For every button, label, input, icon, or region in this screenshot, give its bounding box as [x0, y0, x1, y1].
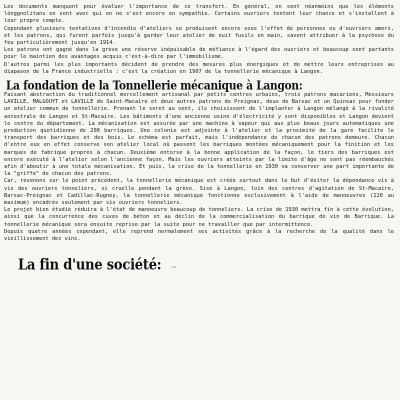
section-heading-fin-societe [18, 257, 394, 274]
fondation-paragraph-2: Car, revenons sur le point précédent, la tonnellerie mécanique est créée surtout dans le but d'éviter la dépendance vis à vis des ouvriers tonneliers, si cruelle pendant la grève. Sise à Langon, loin des centres d'agitation de St-Macaire, Barsac-Preignac et Cadillac-Rugney, la tonnellerie mécanique fonctionne exclusivement à l'aide de manoeuvres (120 au maximum) encadrés seulement par six ouvriers tonneliers. [4, 178, 394, 207]
intro-paragraph-1: Les documents manquent pour évaluer l'importance de ce transfert. En général, on sent néanmoins que les éléments lénggnolitans en sont avec qui on ne s'est encore en sympathie. Certains ouvriers tentent leur chance et s'installent à leur propre compte. [4, 4, 394, 25]
intro-paragraph-3: Les patrons ont gagné dans la grève une réserve inépuisable de méfiance à l'égard des ouvriers et beaucoup sont partants pour le maintien des avantages acquis c'est-à-dire par l'immobilisme. [4, 47, 394, 61]
fondation-paragraph-1: Faisant abstraction du traditionnel morcellement artisanal par petits centres urbains, trois patrons macariens, Messieurs LAVILLE, MALGOUYT et LAVILLE de Saint-Macaire et deux autres patrons de Preignac, deux de Barsac et un Quinsac pour fonder un atelier commun de tonnellerie. Prenant le soret au vent, ils choisissent de l'implanter à Langon mélangé à la rivalité ancestrale de Langon et St-Macaire. Les bâtiments d'une ancienne usine d'électricité y sont disponibles et Langon devient le centre du département. La mécanisation est assurée par une machine à vapeur qui aux plus beaux jours automatiques une production quotidienne de 200 barriques. Une colonie est adjointe à l'atelier et la proximité de la gare facilite le transport des barriques et des bois. Le schéma est parfait, mais l'indépendance de chacun des patrons demeure. Chacun d'entre eux en effet conserve son atelier local où passent les barriques montées mécaniquement pour la finition et les marques de fabrique propres à chacun. Deuxième entorse à la bonne application de la façon, le tiers des barriques est encore exécuté à l'atelier selon l'ancienne façon. Mais les ouvriers atteints par la limite d'âge ne sont pas réembauchés afin d'aboutir à une totale mécanisation. Et puis, la crise de la tonnellerie en 1930 va conserver une part importante de la "griffe" de chacun des patrons. [4, 92, 394, 178]
section-heading-fondation: La fondation de la Tonnellerie mécanique à Langon: [6, 79, 303, 93]
fondation-paragraph-3: Le projet bien étudié réduira à l'état de manoeuvre beaucoup de tonneliers. La crise de 1930 mettra fin à cette évolution, ainsi que la concurrence des cuves de béton et au déclin de la commercialisation du barrique de vin de Barrique. La tonnellerie mécanique sera ensuite reprise par la suite pour ne travailler que par intermittence. [4, 207, 394, 228]
section-heading-fin-societe-text: La fin d'une société: [18, 257, 162, 275]
intro-paragraph-2: Cependant plusieurs tentatives d'incendie d'ateliers se produisent encore sous l'effet de personnes ou d'ouvriers amers, et les patrons, qui furent parfois jusqu'à garder leur atelier de nuit fusils en main, savent attribuer à la psychose du feu particulièrement jusqu'en 1914. [4, 25, 394, 47]
fondation-paragraph-4: Depuis quatre années cependant, elle reprend normalement ses activités grâce à la recherche de la qualité dans le vieillissement des vins. [4, 228, 394, 243]
intro-paragraph-4: D'autres parmi les plus importants décident de prendre des mesures plus énergiques et de mettre leurs entreprises au diapason de la France industrielle : c'est la création en 1907 de la tonnellerie mécanique à Langon. [4, 61, 394, 75]
heading-dots: ... [171, 261, 177, 270]
